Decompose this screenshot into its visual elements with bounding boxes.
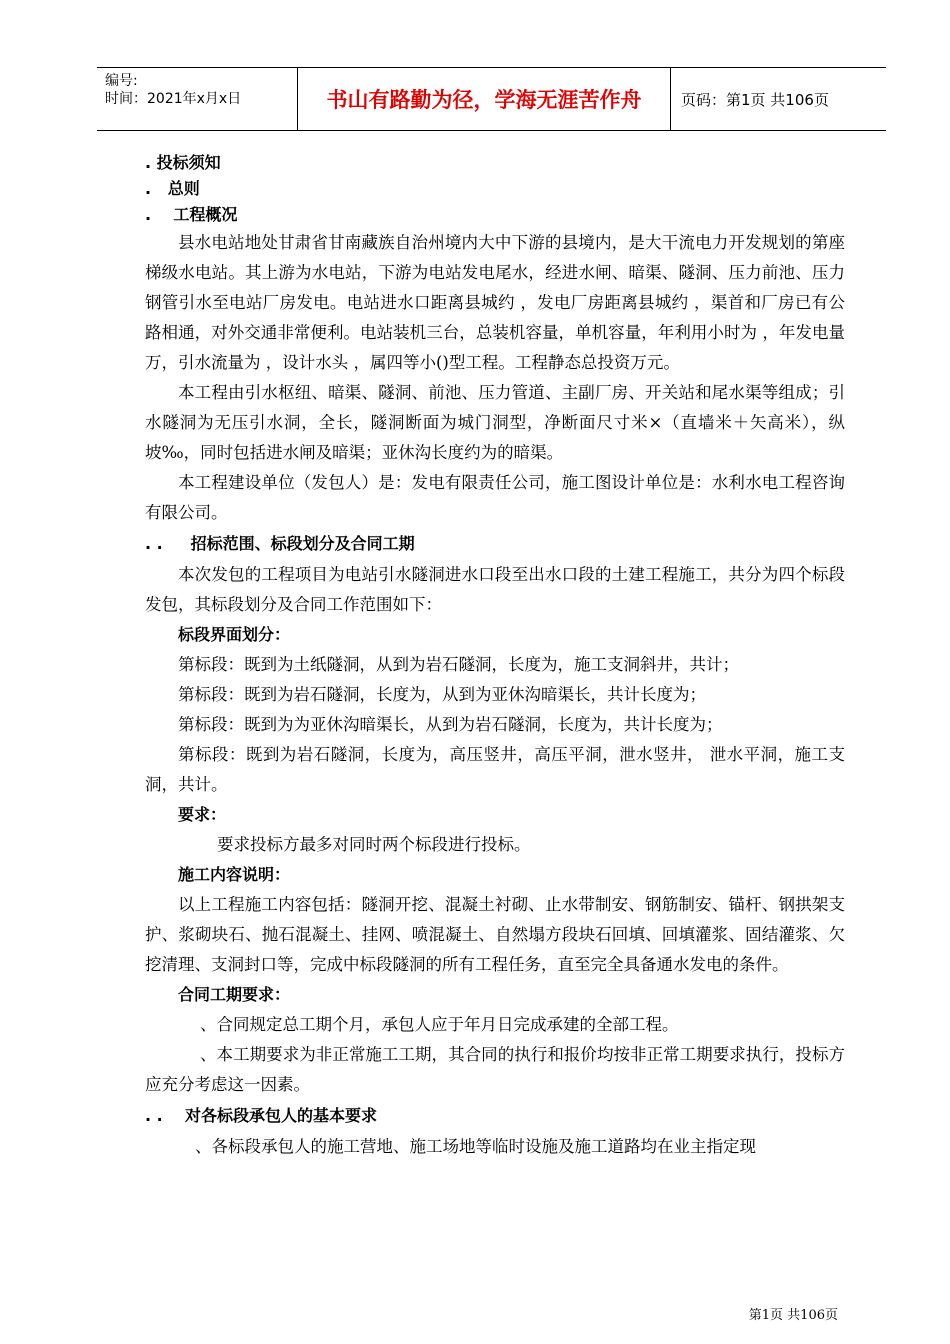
number-label: 编号: [105, 73, 138, 89]
paragraph-scope: 本次发包的工程项目为电站引水隧洞进水口段至出水口段的土建工程施工，共分为四个标段发包，其标段划分及合同工作范围如下： [145, 565, 845, 614]
segment-4: 第标段：既到为岩石隧洞，长度为，高压竖井，高压平洞，泄水竖井， 泄水平洞，施工支洞，共计。 [145, 745, 845, 794]
subheading-work-content: 施工内容说明： [178, 865, 291, 884]
segment-2: 第标段：既到为岩石隧洞，长度为，从到为亚休沟暗渠长，共计长度为； [178, 685, 706, 704]
subheading-segments: 标段界面划分： [178, 625, 291, 644]
paragraph-owner: 本工程建设单位（发包人）是：发电有限责任公司，施工图设计单位是：水利水电工程咨询有限公司。 [145, 473, 845, 522]
header-motto: 书山有路勤为径，学海无涯苦作舟 [298, 68, 671, 130]
time-label: 时间：2021年x月x日 [105, 91, 242, 107]
paragraph-contractor-requirements: 、各标段承包人的施工营地、施工场地等临时设施及施工道路均在业主指定现 [195, 1137, 756, 1156]
subheading-contract-period: 合同工期要求： [178, 985, 291, 1004]
subheading-requirements: 要求： [178, 805, 227, 824]
header-page-info: 页码：第1页 共106页 [681, 90, 829, 109]
paragraph-work-content: 以上工程施工内容包括：隧洞开挖、混凝土衬砌、止水带制安、钢筋制安、锚杆、钢拱架支护、浆砌块石、抛石混凝土、挂网、喷混凝土、自然塌方段块石回填、回填灌浆、固结灌浆、欠挖清理、支洞封口等，完成中标段隧洞的所有工程任务，直至完全具备通水发电的条件。 [145, 895, 845, 974]
heading-project-overview: . 工程概况 [145, 205, 238, 224]
heading-scope: . . 招标范围、标段划分及合同工期 [145, 534, 415, 553]
paragraph-period-1: 、合同规定总工期个月，承包人应于年月日完成承建的全部工程。 [200, 1015, 679, 1034]
footer-page-info: 第1页 共106页 [748, 1308, 838, 1323]
heading-contractor-requirements: . . 对各标段承包人的基本要求 [145, 1106, 378, 1125]
paragraph-components: 本工程由引水枢纽、暗渠、隧洞、前池、压力管道、主副厂房、开关站和尾水渠等组成；引水隧洞为无压引水洞，全长，隧洞断面为城门洞型，净断面尺寸米×（直墙米＋矢高米），纵坡‰，同时包括进水闸及暗渠；亚休沟长度约为的暗渠。 [145, 383, 845, 462]
page-header [97, 67, 886, 131]
segment-3: 第标段：既到为为亚休沟暗渠长，从到为岩石隧洞，长度为，共计长度为； [178, 715, 723, 734]
paragraph-period-2: 、本工期要求为非正常施工工期，其合同的执行和报价均按非正常工期要求执行，投标方应充分考虑这一因素。 [145, 1045, 845, 1094]
heading-general: . 总则 [145, 179, 200, 198]
heading-bid-notice: . 投标须知 [145, 153, 221, 172]
header-meta [97, 68, 298, 130]
paragraph-requirement: 要求投标方最多对同时两个标段进行投标。 [217, 835, 531, 854]
segment-1: 第标段：既到为土纸隧洞，从到为岩石隧洞，长度为，施工支洞斜井，共计； [178, 655, 739, 674]
document-body [145, 150, 845, 1162]
paragraph-overview: 县水电站地处甘肃省甘南藏族自治州境内大中下游的县境内，是大干流电力开发规划的第座梯级水电站。其上游为水电站，下游为电站发电尾水，经进水闸、暗渠、隧洞、压力前池、压力钢管引水至电站厂房发电。电站进水口距离县城约 ，发电厂房距离县城约 ，渠首和厂房已有公路相通，对外交通非常便利。电站装机三台，总装机容量，单机容量，年利用小时为 ，年发电量万，引水流量为 ，设计水头 ，属四等小()型工程。工程静态总投资万元。 [145, 233, 845, 372]
